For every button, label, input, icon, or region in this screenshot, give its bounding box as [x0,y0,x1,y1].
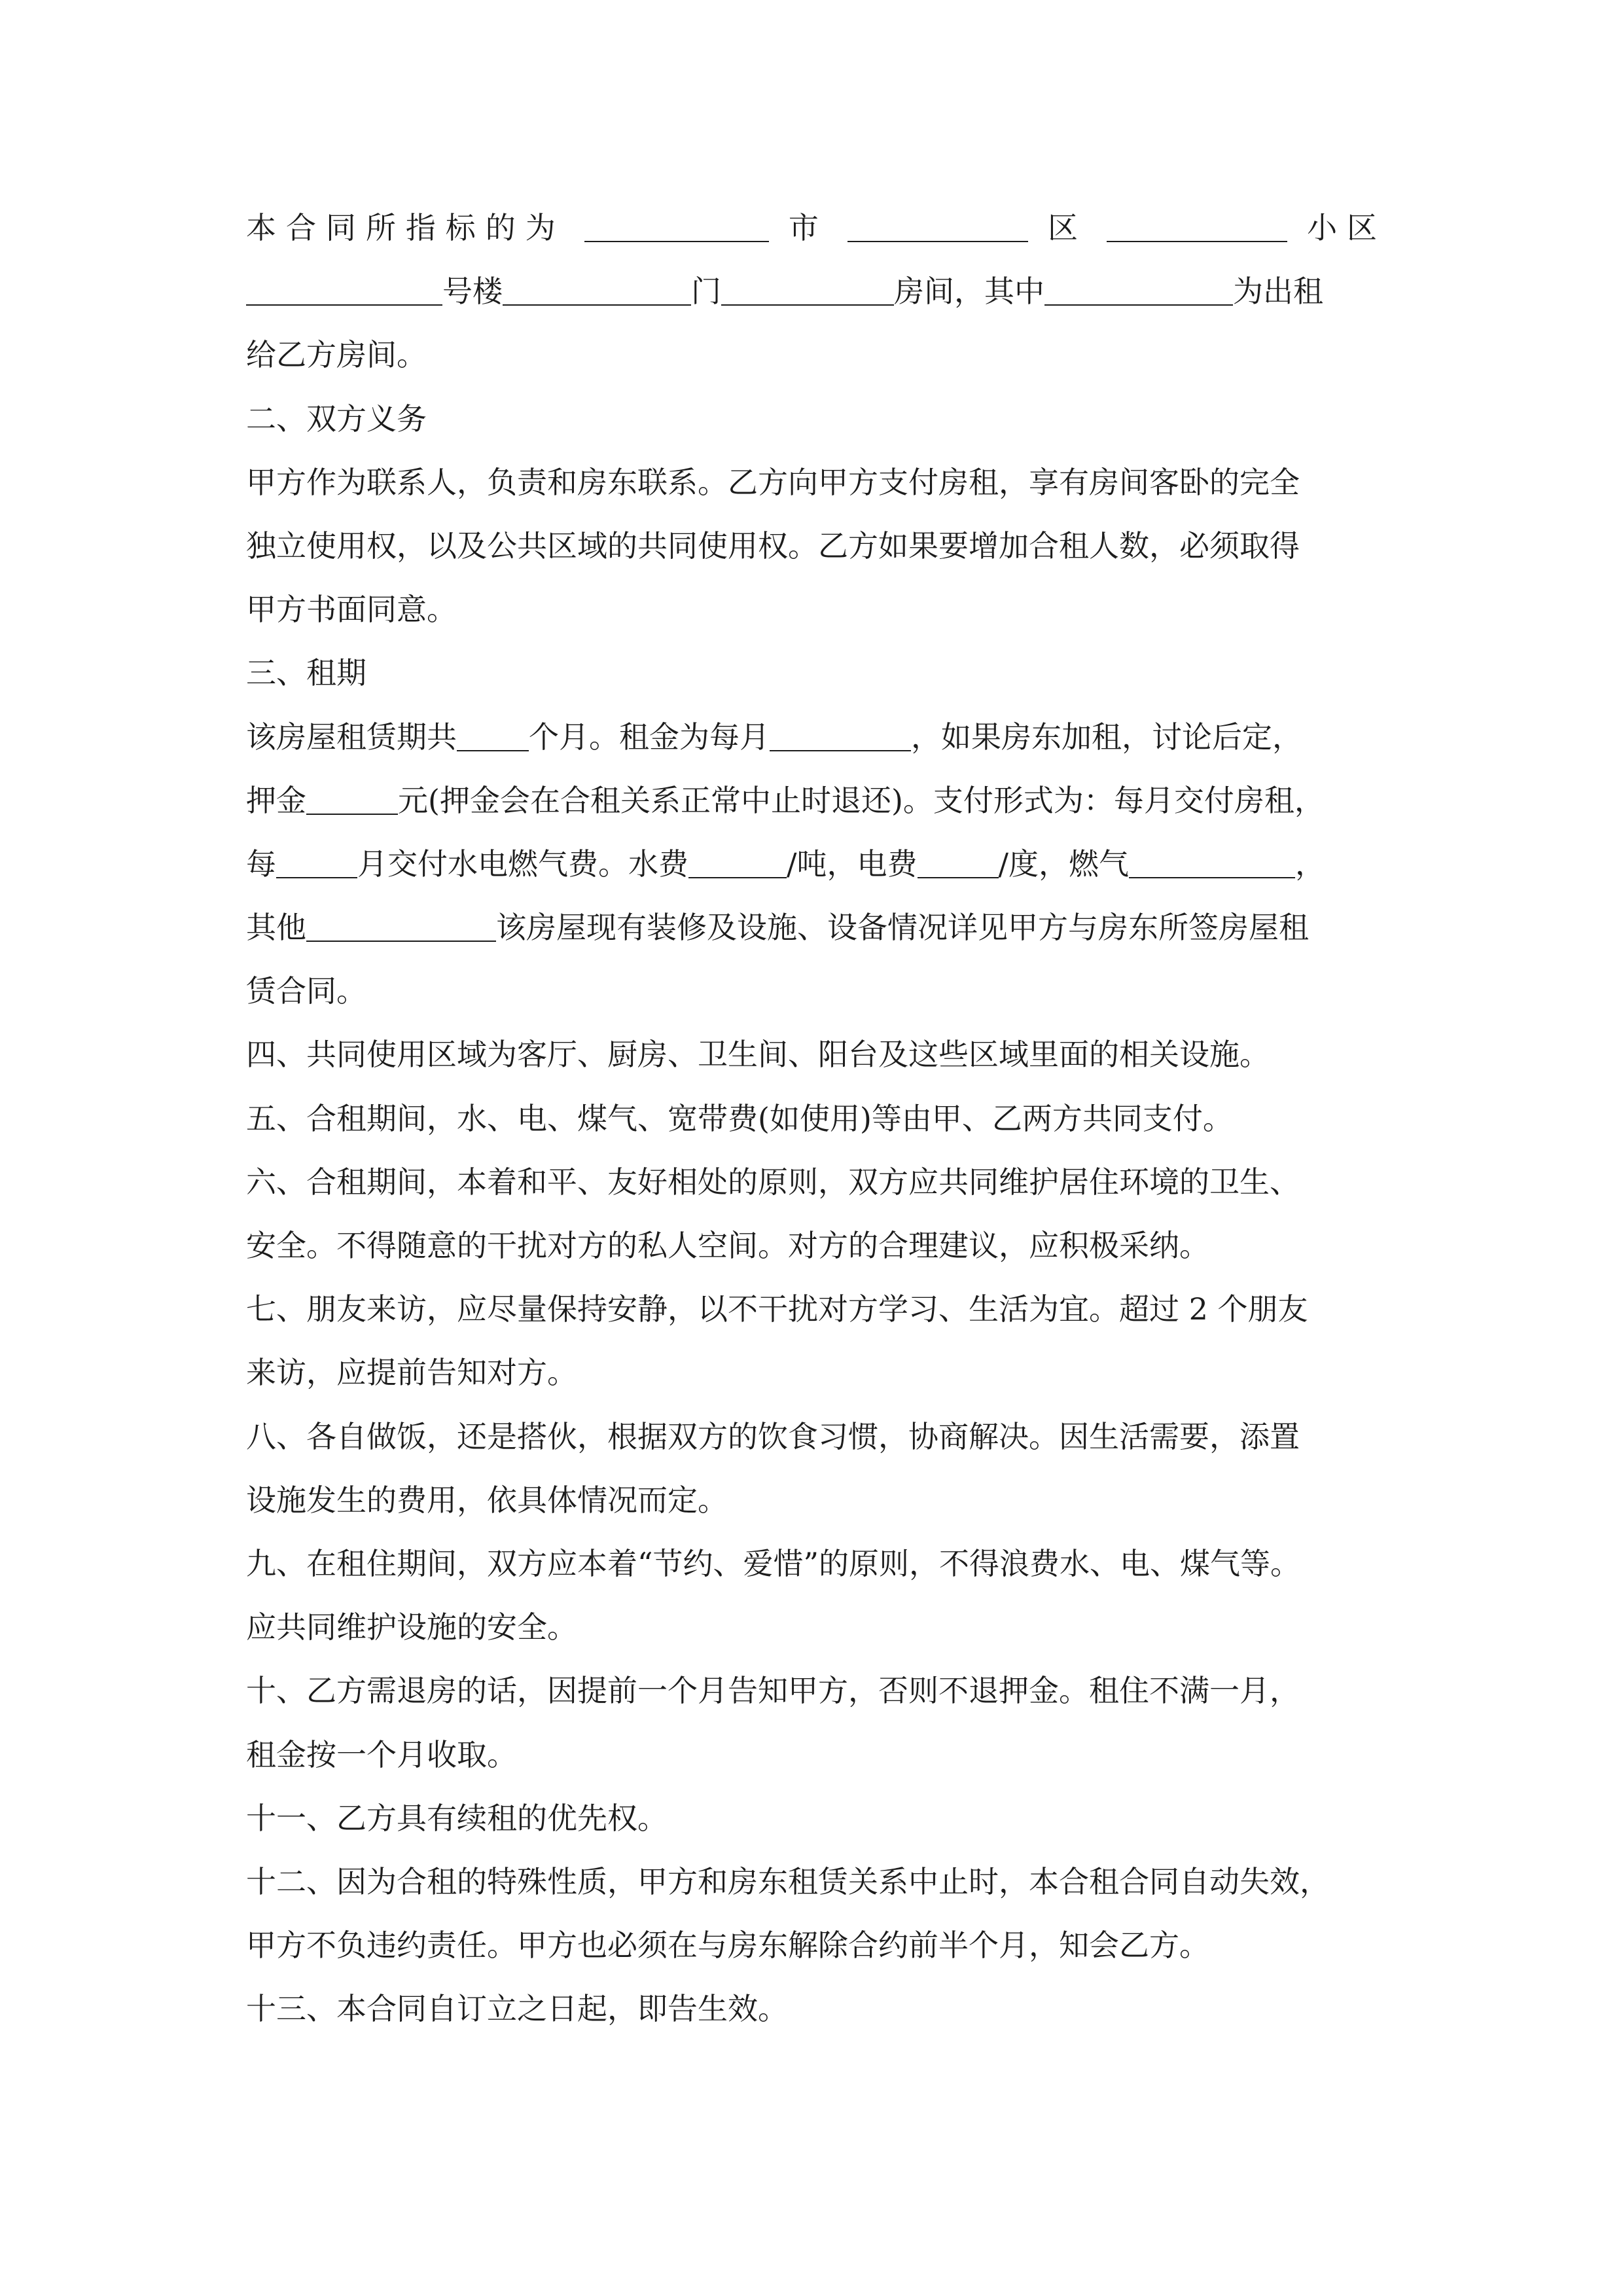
text-segment: 为出租 [1233,274,1323,310]
text-segment: 每 [246,846,276,882]
paragraph-line: 九、在租住期间，双方应本着“节约、爱惜”的原则，不得浪费水、电、煤气等。 [246,1545,1301,1581]
paragraph-line: 八、各自做饭，还是搭伙，根据双方的饮食习惯，协商解决。因生活需要，添置 [246,1418,1300,1454]
clause-utilities [246,833,1385,896]
blank-rented-room [1044,274,1233,306]
text-segment: 市 [788,210,829,245]
paragraph-line: 独立使用权，以及公共区域的共同使用权。乙方如果要增加合租人数，必须取得 [246,528,1300,564]
blank-electric-fee [918,847,999,878]
blank-water-fee [688,847,787,878]
text-segment: /度，燃气 [998,846,1129,882]
text-segment: ，如果房东加租，讨论后定， [911,719,1302,755]
text-segment: 本合同所指标的为 [246,210,565,245]
paragraph-line: 甲方书面同意。 [246,592,457,628]
blank-lease-months [457,720,529,751]
section-heading: 三、租期 [246,655,366,691]
paragraph-line: 四、共同使用区域为客厅、厨房、卫生间、阳台及这些区域里面的相关设施。 [246,1037,1270,1073]
text-segment: 小区 [1307,210,1385,245]
blank-community [1107,211,1287,242]
paragraph-line: 安全。不得随意的干扰对方的私人空间。对方的合理建议，应积极采纳。 [246,1228,1209,1263]
text-segment: 其他 [246,910,306,946]
paragraph-line: 六、合租期间，本着和平、友好相处的原则，双方应共同维护居住环境的卫生、 [246,1164,1300,1200]
paragraph-line: 十、乙方需退房的话，因提前一个月告知甲方，否则不退押金。租住不满一月， [246,1673,1300,1709]
blank-utility-months [276,847,357,878]
text-segment: 该房屋现有装修及设施、设备情况详见甲方与房东所签房屋租 [496,910,1309,946]
text-segment: 个月。租金为每月 [529,719,770,755]
contract-body [246,196,1385,2041]
paragraph-line: 五、合租期间，水、电、煤气、宽带费(如使用)等由甲、乙两方共同支付。 [246,1100,1233,1136]
blank-room [721,274,894,306]
paragraph-line: 赁合同。 [246,973,366,1009]
text-segment: 月交付水电燃气费。水费 [357,846,688,882]
clause-address-line-2 [246,260,1385,323]
blank-gas-fee [1129,847,1295,878]
text-segment: /吨，电费 [787,846,918,882]
blank-other [306,910,496,942]
clause-address-line-1 [246,196,1385,260]
paragraph-line: 设施发生的费用，依具体情况而定。 [246,1482,728,1518]
paragraph-line: 应共同维护设施的安全。 [246,1609,577,1645]
paragraph-line: 七、朋友来访，应尽量保持安静，以不干扰对方学习、生活为宜。超过 2 个朋友 [246,1291,1308,1327]
text-segment: 押金 [246,782,306,818]
text-segment: 该房屋租赁期共 [246,719,457,755]
blank-deposit [306,783,398,815]
text-segment: 门 [691,274,721,310]
blank-city [584,211,769,242]
paragraph-line: 甲方作为联系人，负责和房东联系。乙方向甲方支付房租，享有房间客卧的完全 [246,464,1300,500]
text-segment: ， [1295,846,1325,882]
clause-other [246,896,1385,960]
blank-district [847,211,1028,242]
clause-lease-term [246,706,1385,769]
text-segment: 号楼 [442,274,503,310]
text-segment: 区 [1047,210,1088,245]
paragraph-line: 给乙方房间。 [246,337,427,373]
paragraph-line: 十三、本合同自订立之日起，即告生效。 [246,1991,788,2027]
paragraph-line: 来访，应提前告知对方。 [246,1355,577,1391]
blank-monthly-rent [770,720,911,751]
text-segment: 元(押金会在合租关系正常中止时退还)。支付形式为：每月交付房租， [398,782,1325,818]
section-heading: 二、双方义务 [246,401,427,437]
blank-unit [503,274,691,306]
paragraph-line: 甲方不负违约责任。甲方也必须在与房东解除合约前半个月，知会乙方。 [246,1928,1209,1964]
clause-deposit [246,769,1385,833]
blank-building [246,274,442,306]
paragraph-line: 十二、因为合租的特殊性质，甲方和房东租赁关系中止时，本合租合同自动失效， [246,1863,1330,1899]
paragraph-line: 租金按一个月收取。 [246,1736,517,1772]
text-segment: 房间，其中 [894,274,1044,310]
paragraph-line: 十一、乙方具有续租的优先权。 [246,1800,668,1836]
